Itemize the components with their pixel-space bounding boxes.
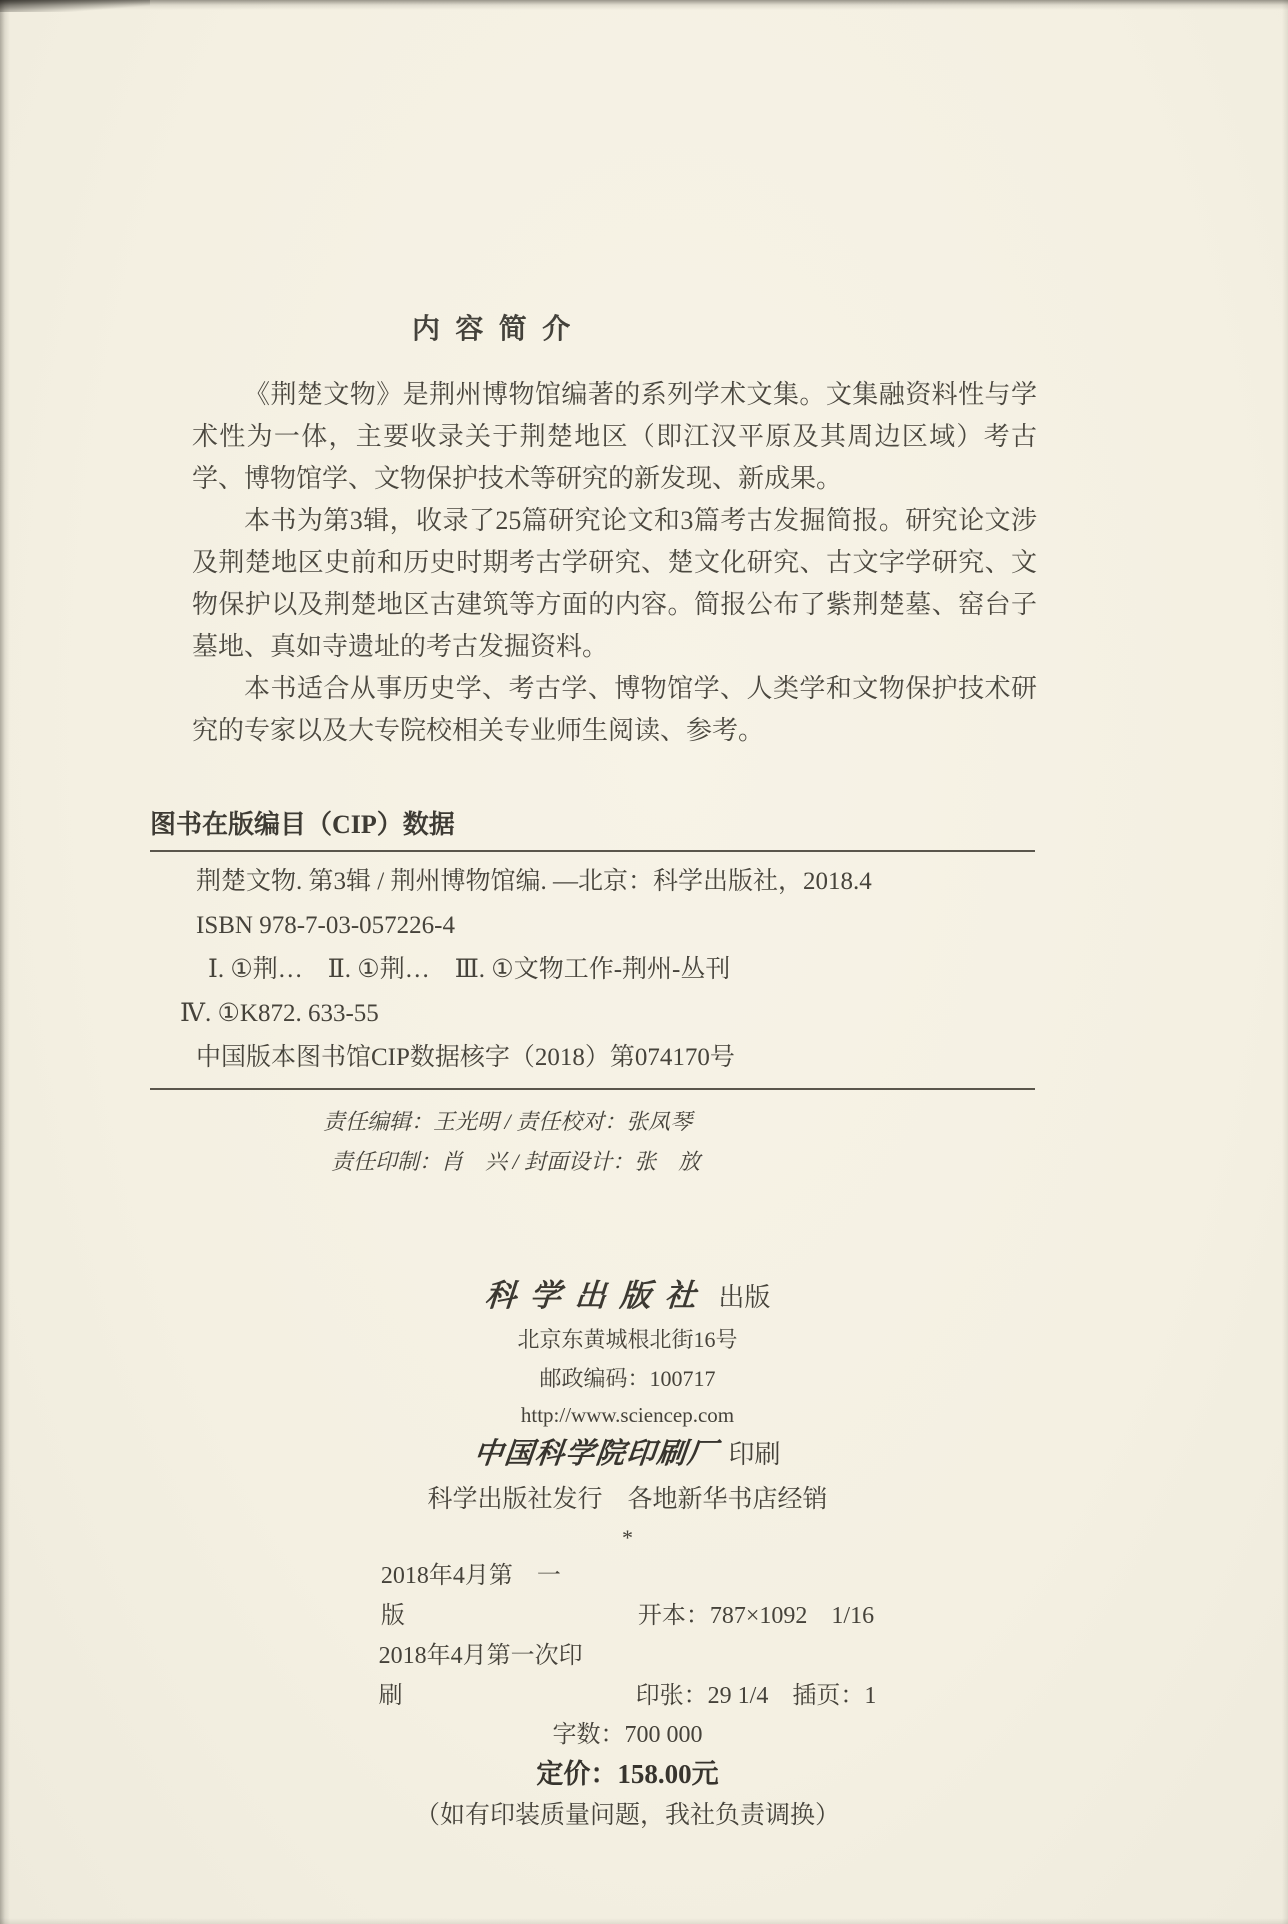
printer-name: 中国科学院印刷厂 [472,1438,720,1470]
publisher-section [185,1278,1070,1838]
intro-paragraph-1: 《荆楚文物》是荆州博物馆编著的系列学术文集。文集融资料性与学术性为一体，主要收录关于荆楚地区（即江汉平原及其周边区域）考古学、博物馆学、文物保护技术等研究的新发现、新成果。 [192,380,1037,493]
publisher-brand-line [185,1278,1070,1320]
intro-body [192,374,1037,752]
staff-printing-line: 责任印制：肖 兴 / 封面设计：张 放 [331,1149,701,1174]
intro-paragraph-3: 本书适合从事历史学、考古学、博物馆学、人类学和文物保护技术研究的专家以及大专院校相关专业师生阅读、参考。 [192,674,1037,745]
publisher-brand: 科学出版社 [483,1278,711,1313]
publisher-website: http://www.sciencep.com [520,1403,735,1427]
quality-notice-line: （如有印装质量问题，我社负责调换） [414,1802,840,1829]
cip-rule-bottom [150,1088,1035,1090]
edition-row-1 [185,1556,1070,1636]
cip-rule-top [150,850,1035,852]
word-count-line: 字数：700 000 [552,1722,703,1748]
cip-record-line: 中国版本图书馆CIP数据核字（2018）第074170号 [196,1044,735,1071]
separator-star: * [622,1525,633,1550]
edition-format-right: 开本：787×1092 1/16 [637,1603,875,1629]
cip-classification-line-2: Ⅳ. ①K872. 633-55 [180,1000,379,1027]
cip-classification-line: Ⅰ. ①荆… Ⅱ. ①荆… Ⅲ. ①文物工作-荆州-丛刊 [208,956,731,983]
printer-line [185,1433,1070,1480]
distribution-line: 科学出版社发行 各地新华书店经销 [427,1486,828,1513]
price-line: 定价：158.00元 [536,1759,719,1789]
content-column [150,0,1035,1838]
printer-suffix: 印刷 [728,1440,781,1469]
cip-section [150,808,1035,1182]
publisher-address: 北京东黄城根北街16号 [517,1327,738,1352]
intro-paragraph-2: 本书为第3辑，收录了25篇研究论文和3篇考古发掘简报。研究论文涉及荆楚地区史前和历史时期考古学研究、楚文化研究、古文字学研究、文物保护以及荆楚地区古建筑等方面的内容。简报公布了紫荆楚墓、窑台子墓地、真如寺遗址的考古发掘资料。 [192,506,1037,661]
publisher-postcode: 邮政编码：100717 [539,1366,716,1391]
edition-print-left: 2018年4月第一次印刷 [378,1643,583,1709]
cip-heading: 图书在版编目（CIP）数据 [150,810,455,839]
intro-heading: 内容简介 [412,314,586,345]
edition-row-2 [185,1636,1070,1716]
cip-title-line: 荆楚文物. 第3辑 / 荆州博物馆编. —北京：科学出版社，2018.4 [196,868,872,895]
staff-editors-line: 责任编辑：王光明 / 责任校对：张凤琴 [323,1109,693,1134]
edition-sheets-right: 印张：29 1/4 插页：1 [635,1683,877,1709]
edition-version-left: 2018年4月第 一 版 [380,1563,585,1629]
cip-isbn-line: ISBN 978-7-03-057226-4 [196,912,456,939]
publisher-brand-suffix: 出版 [718,1283,771,1312]
